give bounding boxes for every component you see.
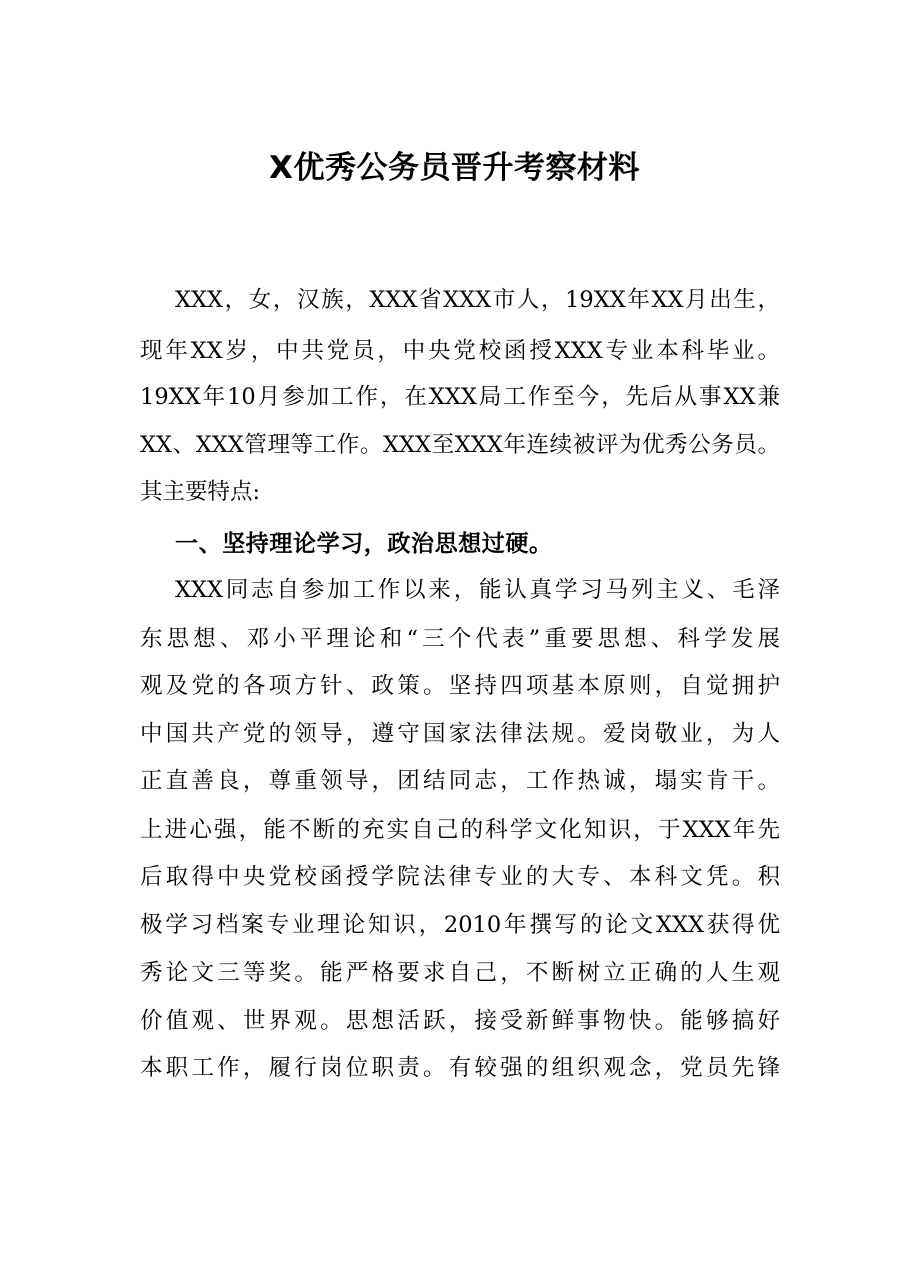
body-line: 正直善良，尊重领导，团结同志，工作热诚，塌实肯干。 (140, 768, 780, 794)
intro-line: 现年XX岁，中共党员，中央党校函授XXX专业本科毕业。 (140, 338, 780, 364)
body-line: 价值观、世界观。思想活跃，接受新鲜事物快。能够搞好 (140, 1008, 780, 1034)
intro-line: 19XX年10月参加工作，在XXX局工作至今，先后从事XX兼 (140, 384, 780, 410)
body-line: 本职工作，履行岗位职责。有较强的组织观念，党员先锋 (140, 1055, 780, 1081)
body-line: 后取得中央党校函授学院法律专业的大专、本科文凭。积 (140, 864, 780, 890)
body-line: 中国共产党的领导，遵守国家法律法规。爱岗敬业，为人 (140, 721, 780, 747)
body-line: 秀论文三等奖。能严格要求自己，不断树立正确的人生观 (140, 960, 780, 986)
body-line: 观及党的各项方针、政策。坚持四项基本原则，自觉拥护 (140, 673, 780, 699)
body-line: 极学习档案专业理论知识，2010年撰写的论文XXX获得优 (140, 912, 780, 938)
body-line: 上进心强，能不断的充实自己的科学文化知识，于XXX年先 (140, 817, 780, 843)
intro-line: XX、XXX管理等工作。XXX至XXX年连续被评为优秀公务员。 (140, 432, 780, 458)
document-title: X优秀公务员晋升考察材料 (269, 150, 640, 186)
body-line: XXX同志自参加工作以来，能认真学习马列主义、毛泽 (175, 577, 780, 603)
intro-line: 其主要特点: (140, 479, 261, 505)
section-heading: 一、坚持理论学习，政治思想过硬。 (175, 531, 553, 557)
body-line: 东思想、邓小平理论和“三个代表”重要思想、科学发展 (140, 626, 780, 652)
intro-line: XXX，女，汉族，XXX省XXX市人，19XX年XX月出生， (175, 287, 780, 313)
